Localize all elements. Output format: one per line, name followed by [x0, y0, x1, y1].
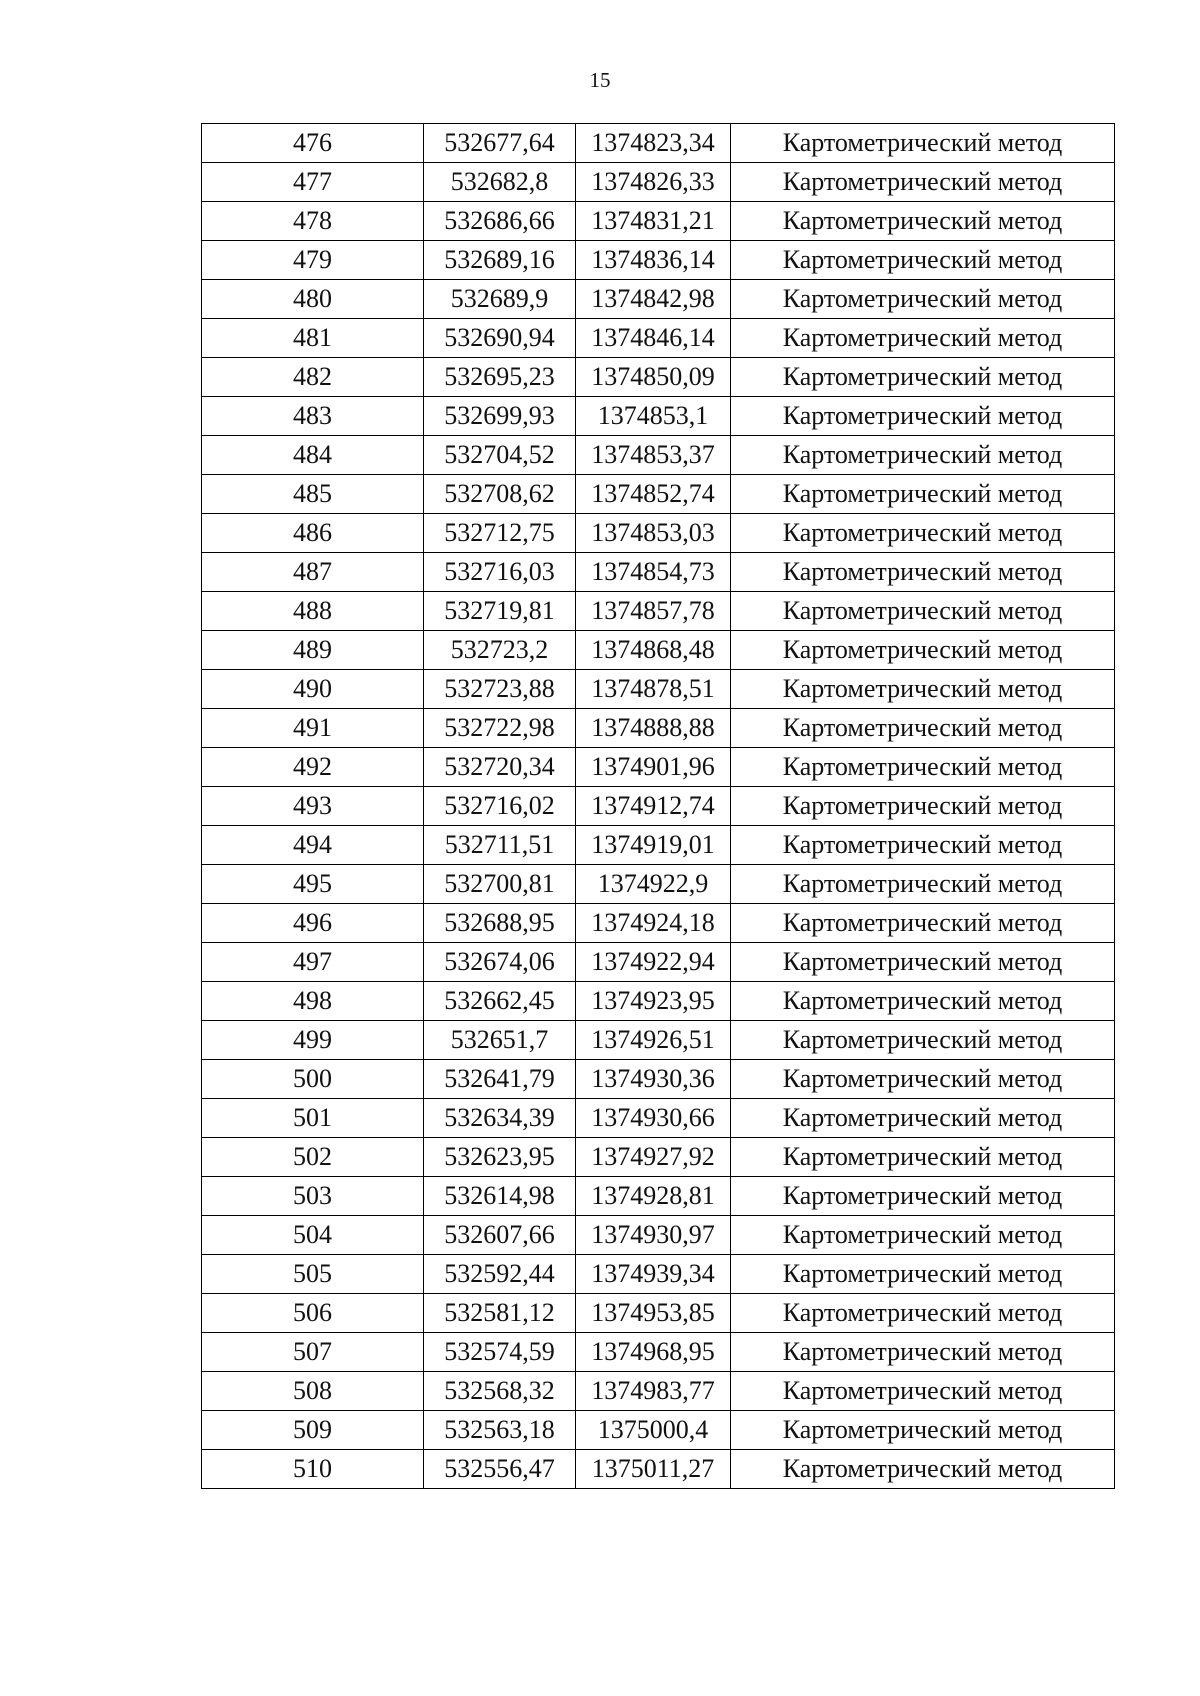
x-coordinate-cell: 532677,64 [424, 124, 576, 163]
method-cell: Картометрический метод [731, 1255, 1115, 1294]
point-number-cell: 507 [202, 1333, 424, 1372]
x-coordinate-cell: 532695,23 [424, 358, 576, 397]
table-row [202, 709, 1115, 748]
method-cell: Картометрический метод [731, 1294, 1115, 1333]
y-coordinate-cell: 1374928,81 [576, 1177, 731, 1216]
method-cell: Картометрический метод [731, 241, 1115, 280]
x-coordinate-cell: 532723,88 [424, 670, 576, 709]
table-row [202, 241, 1115, 280]
y-coordinate-cell: 1374912,74 [576, 787, 731, 826]
point-number-cell: 498 [202, 982, 424, 1021]
point-number-cell: 492 [202, 748, 424, 787]
method-cell: Картометрический метод [731, 358, 1115, 397]
table-row [202, 397, 1115, 436]
table-row [202, 748, 1115, 787]
method-cell: Картометрический метод [731, 943, 1115, 982]
method-cell: Картометрический метод [731, 709, 1115, 748]
point-number-cell: 510 [202, 1450, 424, 1489]
point-number-cell: 489 [202, 631, 424, 670]
x-coordinate-cell: 532592,44 [424, 1255, 576, 1294]
table-row [202, 982, 1115, 1021]
method-cell: Картометрический метод [731, 1177, 1115, 1216]
table-row [202, 1333, 1115, 1372]
point-number-cell: 483 [202, 397, 424, 436]
method-cell: Картометрический метод [731, 1099, 1115, 1138]
point-number-cell: 488 [202, 592, 424, 631]
method-cell: Картометрический метод [731, 1138, 1115, 1177]
x-coordinate-cell: 532711,51 [424, 826, 576, 865]
table-row [202, 1138, 1115, 1177]
y-coordinate-cell: 1374850,09 [576, 358, 731, 397]
point-number-cell: 479 [202, 241, 424, 280]
method-cell: Картометрический метод [731, 280, 1115, 319]
x-coordinate-cell: 532607,66 [424, 1216, 576, 1255]
x-coordinate-cell: 532716,03 [424, 553, 576, 592]
point-number-cell: 495 [202, 865, 424, 904]
x-coordinate-cell: 532563,18 [424, 1411, 576, 1450]
y-coordinate-cell: 1374857,78 [576, 592, 731, 631]
point-number-cell: 482 [202, 358, 424, 397]
x-coordinate-cell: 532689,16 [424, 241, 576, 280]
method-cell: Картометрический метод [731, 202, 1115, 241]
method-cell: Картометрический метод [731, 1450, 1115, 1489]
y-coordinate-cell: 1374852,74 [576, 475, 731, 514]
point-number-cell: 508 [202, 1372, 424, 1411]
x-coordinate-cell: 532623,95 [424, 1138, 576, 1177]
table-row [202, 358, 1115, 397]
y-coordinate-cell: 1374926,51 [576, 1021, 731, 1060]
point-number-cell: 501 [202, 1099, 424, 1138]
table-row [202, 787, 1115, 826]
page-number: 15 [589, 68, 611, 92]
table-row [202, 865, 1115, 904]
table-row [202, 631, 1115, 670]
y-coordinate-cell: 1374853,37 [576, 436, 731, 475]
x-coordinate-cell: 532708,62 [424, 475, 576, 514]
point-number-cell: 496 [202, 904, 424, 943]
method-cell: Картометрический метод [731, 865, 1115, 904]
x-coordinate-cell: 532614,98 [424, 1177, 576, 1216]
method-cell: Картометрический метод [731, 1060, 1115, 1099]
table-row [202, 163, 1115, 202]
table-row [202, 904, 1115, 943]
method-cell: Картометрический метод [731, 1216, 1115, 1255]
x-coordinate-cell: 532686,66 [424, 202, 576, 241]
x-coordinate-cell: 532556,47 [424, 1450, 576, 1489]
x-coordinate-cell: 532689,9 [424, 280, 576, 319]
y-coordinate-cell: 1374853,1 [576, 397, 731, 436]
method-cell: Картометрический метод [731, 1333, 1115, 1372]
method-cell: Картометрический метод [731, 826, 1115, 865]
point-number-cell: 476 [202, 124, 424, 163]
y-coordinate-cell: 1374826,33 [576, 163, 731, 202]
x-coordinate-cell: 532690,94 [424, 319, 576, 358]
x-coordinate-cell: 532712,75 [424, 514, 576, 553]
y-coordinate-cell: 1374930,66 [576, 1099, 731, 1138]
table-row [202, 1255, 1115, 1294]
table-row [202, 202, 1115, 241]
table-row [202, 592, 1115, 631]
point-number-cell: 493 [202, 787, 424, 826]
y-coordinate-cell: 1374831,21 [576, 202, 731, 241]
x-coordinate-cell: 532700,81 [424, 865, 576, 904]
table-row [202, 1216, 1115, 1255]
method-cell: Картометрический метод [731, 982, 1115, 1021]
y-coordinate-cell: 1374930,36 [576, 1060, 731, 1099]
point-number-cell: 480 [202, 280, 424, 319]
table-row [202, 1177, 1115, 1216]
y-coordinate-cell: 1374930,97 [576, 1216, 731, 1255]
method-cell: Картометрический метод [731, 475, 1115, 514]
y-coordinate-cell: 1374846,14 [576, 319, 731, 358]
table-row [202, 124, 1115, 163]
method-cell: Картометрический метод [731, 748, 1115, 787]
method-cell: Картометрический метод [731, 631, 1115, 670]
x-coordinate-cell: 532722,98 [424, 709, 576, 748]
point-number-cell: 504 [202, 1216, 424, 1255]
y-coordinate-cell: 1374953,85 [576, 1294, 731, 1333]
x-coordinate-cell: 532704,52 [424, 436, 576, 475]
method-cell: Картометрический метод [731, 397, 1115, 436]
table-row [202, 1294, 1115, 1333]
method-cell: Картометрический метод [731, 436, 1115, 475]
table-row [202, 553, 1115, 592]
method-cell: Картометрический метод [731, 163, 1115, 202]
y-coordinate-cell: 1374983,77 [576, 1372, 731, 1411]
point-number-cell: 494 [202, 826, 424, 865]
table-row [202, 1021, 1115, 1060]
y-coordinate-cell: 1374854,73 [576, 553, 731, 592]
x-coordinate-cell: 532720,34 [424, 748, 576, 787]
y-coordinate-cell: 1374842,98 [576, 280, 731, 319]
table-row [202, 1099, 1115, 1138]
point-number-cell: 499 [202, 1021, 424, 1060]
x-coordinate-cell: 532581,12 [424, 1294, 576, 1333]
table-row [202, 319, 1115, 358]
method-cell: Картометрический метод [731, 1411, 1115, 1450]
point-number-cell: 491 [202, 709, 424, 748]
method-cell: Картометрический метод [731, 553, 1115, 592]
point-number-cell: 477 [202, 163, 424, 202]
table-row [202, 943, 1115, 982]
y-coordinate-cell: 1374927,92 [576, 1138, 731, 1177]
method-cell: Картометрический метод [731, 124, 1115, 163]
x-coordinate-cell: 532634,39 [424, 1099, 576, 1138]
x-coordinate-cell: 532568,32 [424, 1372, 576, 1411]
x-coordinate-cell: 532682,8 [424, 163, 576, 202]
method-cell: Картометрический метод [731, 1372, 1115, 1411]
method-cell: Картометрический метод [731, 514, 1115, 553]
table-row [202, 475, 1115, 514]
x-coordinate-cell: 532674,06 [424, 943, 576, 982]
method-cell: Картометрический метод [731, 904, 1115, 943]
x-coordinate-cell: 532699,93 [424, 397, 576, 436]
x-coordinate-cell: 532723,2 [424, 631, 576, 670]
y-coordinate-cell: 1374836,14 [576, 241, 731, 280]
point-number-cell: 503 [202, 1177, 424, 1216]
y-coordinate-cell: 1374868,48 [576, 631, 731, 670]
point-number-cell: 502 [202, 1138, 424, 1177]
y-coordinate-cell: 1374939,34 [576, 1255, 731, 1294]
y-coordinate-cell: 1375000,4 [576, 1411, 731, 1450]
x-coordinate-cell: 532574,59 [424, 1333, 576, 1372]
point-number-cell: 500 [202, 1060, 424, 1099]
table-row [202, 1450, 1115, 1489]
y-coordinate-cell: 1374878,51 [576, 670, 731, 709]
method-cell: Картометрический метод [731, 319, 1115, 358]
table-row [202, 514, 1115, 553]
point-number-cell: 481 [202, 319, 424, 358]
x-coordinate-cell: 532688,95 [424, 904, 576, 943]
method-cell: Картометрический метод [731, 670, 1115, 709]
y-coordinate-cell: 1375011,27 [576, 1450, 731, 1489]
coordinates-table-body [202, 124, 1115, 1489]
table-row [202, 280, 1115, 319]
method-cell: Картометрический метод [731, 787, 1115, 826]
method-cell: Картометрический метод [731, 592, 1115, 631]
coordinates-table [201, 123, 1115, 1489]
point-number-cell: 486 [202, 514, 424, 553]
point-number-cell: 484 [202, 436, 424, 475]
y-coordinate-cell: 1374919,01 [576, 826, 731, 865]
point-number-cell: 478 [202, 202, 424, 241]
table-row [202, 826, 1115, 865]
y-coordinate-cell: 1374901,96 [576, 748, 731, 787]
x-coordinate-cell: 532719,81 [424, 592, 576, 631]
y-coordinate-cell: 1374853,03 [576, 514, 731, 553]
point-number-cell: 485 [202, 475, 424, 514]
y-coordinate-cell: 1374888,88 [576, 709, 731, 748]
y-coordinate-cell: 1374923,95 [576, 982, 731, 1021]
point-number-cell: 487 [202, 553, 424, 592]
x-coordinate-cell: 532641,79 [424, 1060, 576, 1099]
table-row [202, 670, 1115, 709]
y-coordinate-cell: 1374922,94 [576, 943, 731, 982]
point-number-cell: 490 [202, 670, 424, 709]
point-number-cell: 497 [202, 943, 424, 982]
point-number-cell: 509 [202, 1411, 424, 1450]
y-coordinate-cell: 1374922,9 [576, 865, 731, 904]
x-coordinate-cell: 532651,7 [424, 1021, 576, 1060]
y-coordinate-cell: 1374924,18 [576, 904, 731, 943]
method-cell: Картометрический метод [731, 1021, 1115, 1060]
y-coordinate-cell: 1374823,34 [576, 124, 731, 163]
table-row [202, 436, 1115, 475]
point-number-cell: 505 [202, 1255, 424, 1294]
x-coordinate-cell: 532662,45 [424, 982, 576, 1021]
point-number-cell: 506 [202, 1294, 424, 1333]
table-row [202, 1411, 1115, 1450]
table-row [202, 1060, 1115, 1099]
y-coordinate-cell: 1374968,95 [576, 1333, 731, 1372]
x-coordinate-cell: 532716,02 [424, 787, 576, 826]
table-row [202, 1372, 1115, 1411]
